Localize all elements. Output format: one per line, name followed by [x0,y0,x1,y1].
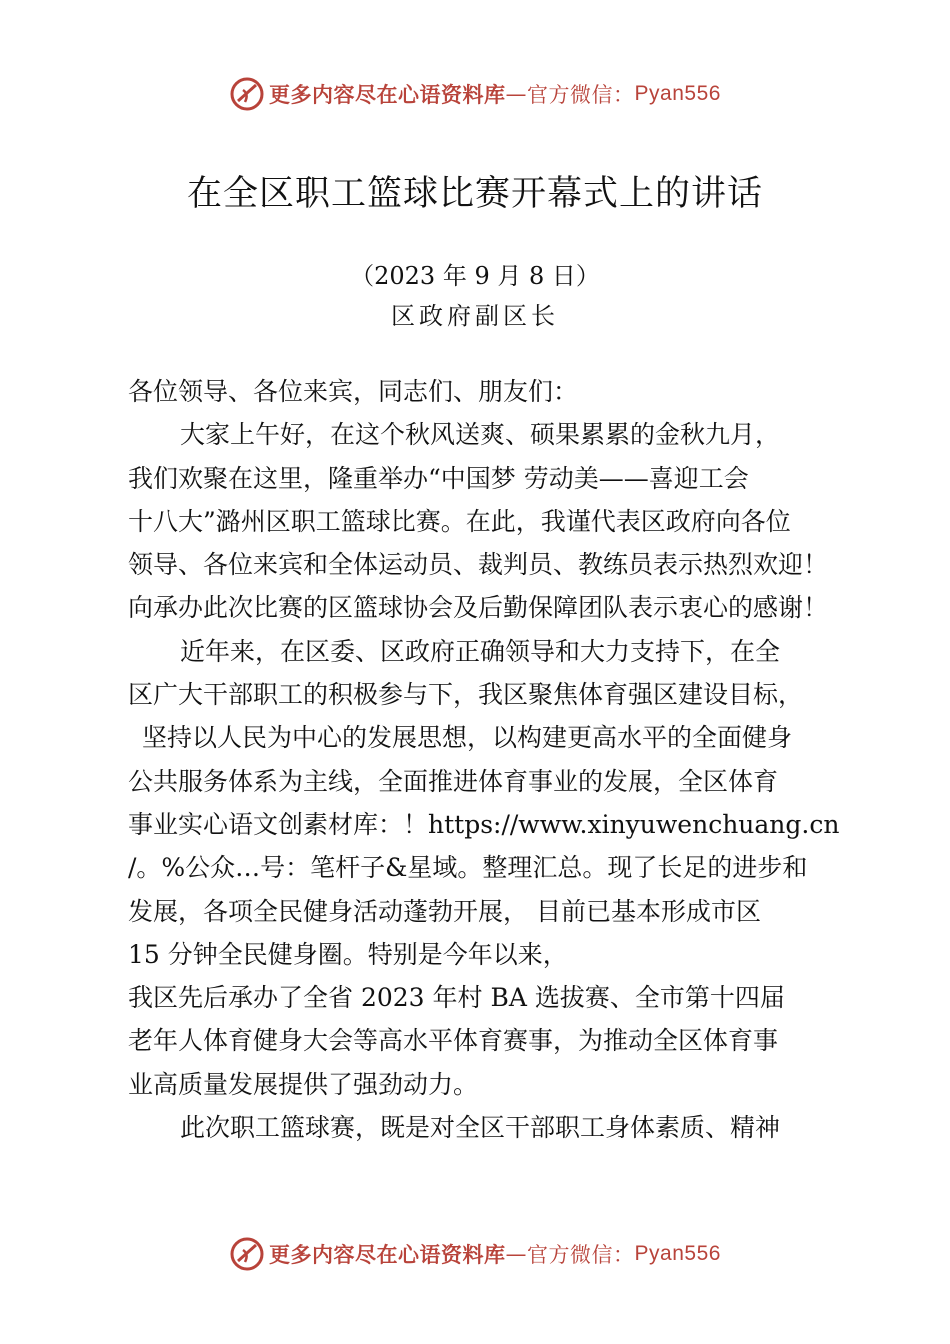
body-line: 向承办此次比赛的区篮球协会及后勤保障团队表示衷心的感谢！ [128,593,829,623]
banner-wechat-id: Pyan556 [634,82,721,105]
body-line: 领导、各位来宾和全体运动员、裁判员、教练员表示热烈欢迎！ [128,550,829,580]
banner-dash: — [505,82,528,106]
document-body [128,370,858,1149]
body-line: 发展，各项全民健身活动蓬勃开展， 目前已基本形成市区 [128,896,761,926]
body-line: 十八大”潞州区职工篮球比赛。在此，我谨代表区政府向各位 [128,506,791,536]
banner-site-text: 更多内容尽在心语资料库 [269,83,506,107]
body-line: 15 分钟全民健身圈。特别是今年以来， [128,939,568,969]
red-circle-logo-icon [229,76,265,112]
banner-dash: — [505,1242,528,1266]
banner-site-text: 更多内容尽在心语资料库 [269,1243,506,1267]
body-line-url: 事业实心语文创素材库：！https://www.xinyuwenchuang.cn [128,809,840,839]
body-line: 近年来，在区委、区政府正确领导和大力支持下，在全 [180,636,781,666]
body-line: 我区先后承办了全省 2023 年村 BA 选拔赛、全市第十四届 [128,983,785,1013]
banner-wechat-label: 官方微信： [527,1243,635,1267]
header-banner [0,76,950,112]
footer-banner [0,1236,950,1272]
body-line: 业高质量发展提供了强劲动力。 [128,1069,479,1099]
body-line: 老年人体育健身大会等高水平体育赛事，为推动全区体育事 [128,1026,779,1056]
body-line: 坚持以人民为中心的发展思想，以构建更高水平的全面健身 [142,723,793,753]
body-line: 公共服务体系为主线，全面推进体育事业的发展，全区体育 [128,766,779,796]
body-line: 区广大干部职工的积极参与下，我区聚焦体育强区建设目标， [128,680,804,710]
banner-wechat-label: 官方微信： [527,83,635,107]
document-speaker: 区政府副区长 [391,302,559,330]
body-line-salutation: 各位领导、各位来宾，同志们、朋友们： [128,377,579,406]
document-title: 在全区职工篮球比赛开幕式上的讲话 [186,174,763,214]
body-line: /。%公众…号：笔杆子&星域。整理汇总。现了长足的进步和 [128,853,808,883]
body-line: 我们欢聚在这里，隆重举办“中国梦 劳动美——喜迎工会 [128,463,749,493]
document-date: （2023 年 9 月 8 日） [350,262,600,290]
red-circle-logo-icon [229,1236,265,1272]
body-line: 此次职工篮球赛，既是对全区干部职工身体素质、精神 [180,1113,781,1143]
banner-wechat-id: Pyan556 [634,1242,721,1265]
body-line: 大家上午好，在这个秋风送爽、硕果累累的金秋九月， [180,420,781,450]
